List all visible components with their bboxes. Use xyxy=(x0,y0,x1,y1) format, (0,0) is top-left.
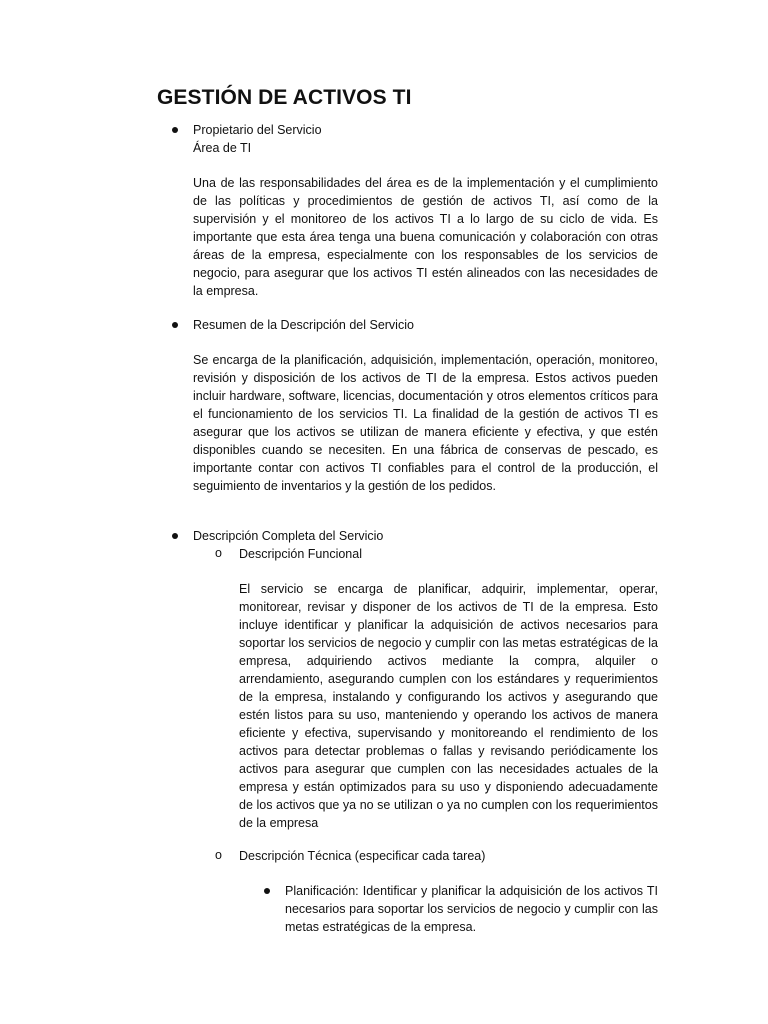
bullet-disc-icon xyxy=(172,322,178,328)
subsection-paragraph-funcional: El servicio se encarga de planificar, adquirir, implementar, operar, monitorear, revisar y disponer de los activos de TI de la empresa. Esto incluye identificar y planificar la adquisición de activos necesarios para soportar los servicios de negocio y cumplir con las metas estratégicas de la empresa, adquiriendo activos mediante la compra, alquiler o arrendamiento, asegurando cumplen con los estándares y requerimientos de la empresa, instalando y configurando los activos y asegurando que estén listos para su uso, manteniendo y operando los activos de manera eficiente y efectiva, supervisando y monitoreando el rendimiento de los activos para detectar problemas o fallas y revisando periódicamente los activos para asegurar que cumplen con las necesidades actuales de la empresa y están optimizados para su uso y disponiendo adecuadamente de los activos que ya no se utilizan o ya no cumplen con los requerimientos de la empresa xyxy=(239,582,658,830)
section-subheading-area: Área de TI xyxy=(193,141,252,155)
bullet-circle-icon: o xyxy=(215,546,222,560)
section-paragraph-propietario: Una de las responsabilidades del área es de la implementación y el cumplimiento de las políticas y procedimientos de gestión de activos TI, así como de la supervisión y el monitoreo de los activos TI a lo largo de su ciclo de vida. Es importante que esta área tenga una buena comunicación y colaboración con otras áreas de la empresa, especialmente con los responsables de los servicios de negocio, para asegurar que los activos TI estén alineados con las necesidades de la empresa. xyxy=(193,176,658,298)
section-heading-descripcion-completa: Descripción Completa del Servicio xyxy=(193,529,384,543)
subsection-heading-funcional: Descripción Funcional xyxy=(239,547,362,561)
section-heading-resumen: Resumen de la Descripción del Servicio xyxy=(193,318,414,332)
section-paragraph-resumen: Se encarga de la planificación, adquisición, implementación, operación, monitoreo, revisión y disposición de los activos de TI de la empresa. Estos activos pueden incluir hardware, software, licencias, documentación y otros elementos críticos para el funcionamiento de los servicios TI. La finalidad de la gestión de activos TI es asegurar que los activos se utilizan de manera eficiente y efectiva, y que estén disponibles cuando se necesiten. En una fábrica de conservas de pescado, es importante contar con activos TI confiables para el control de la producción, el seguimiento de inventarios y la gestión de los pedidos. xyxy=(193,353,658,493)
bullet-disc-icon xyxy=(264,888,270,894)
section-heading-propietario: Propietario del Servicio xyxy=(193,123,322,137)
bullet-circle-icon: o xyxy=(215,848,222,862)
page-title: GESTIÓN DE ACTIVOS TI xyxy=(157,86,412,109)
bullet-disc-icon xyxy=(172,533,178,539)
subsection-heading-tecnica: Descripción Técnica (especificar cada tarea) xyxy=(239,849,486,863)
bullet-disc-icon xyxy=(172,127,178,133)
list-item-planificacion: Planificación: Identificar y planificar la adquisición de los activos TI necesarios para soportar los servicios de negocio y cumplir con las metas estratégicas de la empresa. xyxy=(285,884,658,934)
